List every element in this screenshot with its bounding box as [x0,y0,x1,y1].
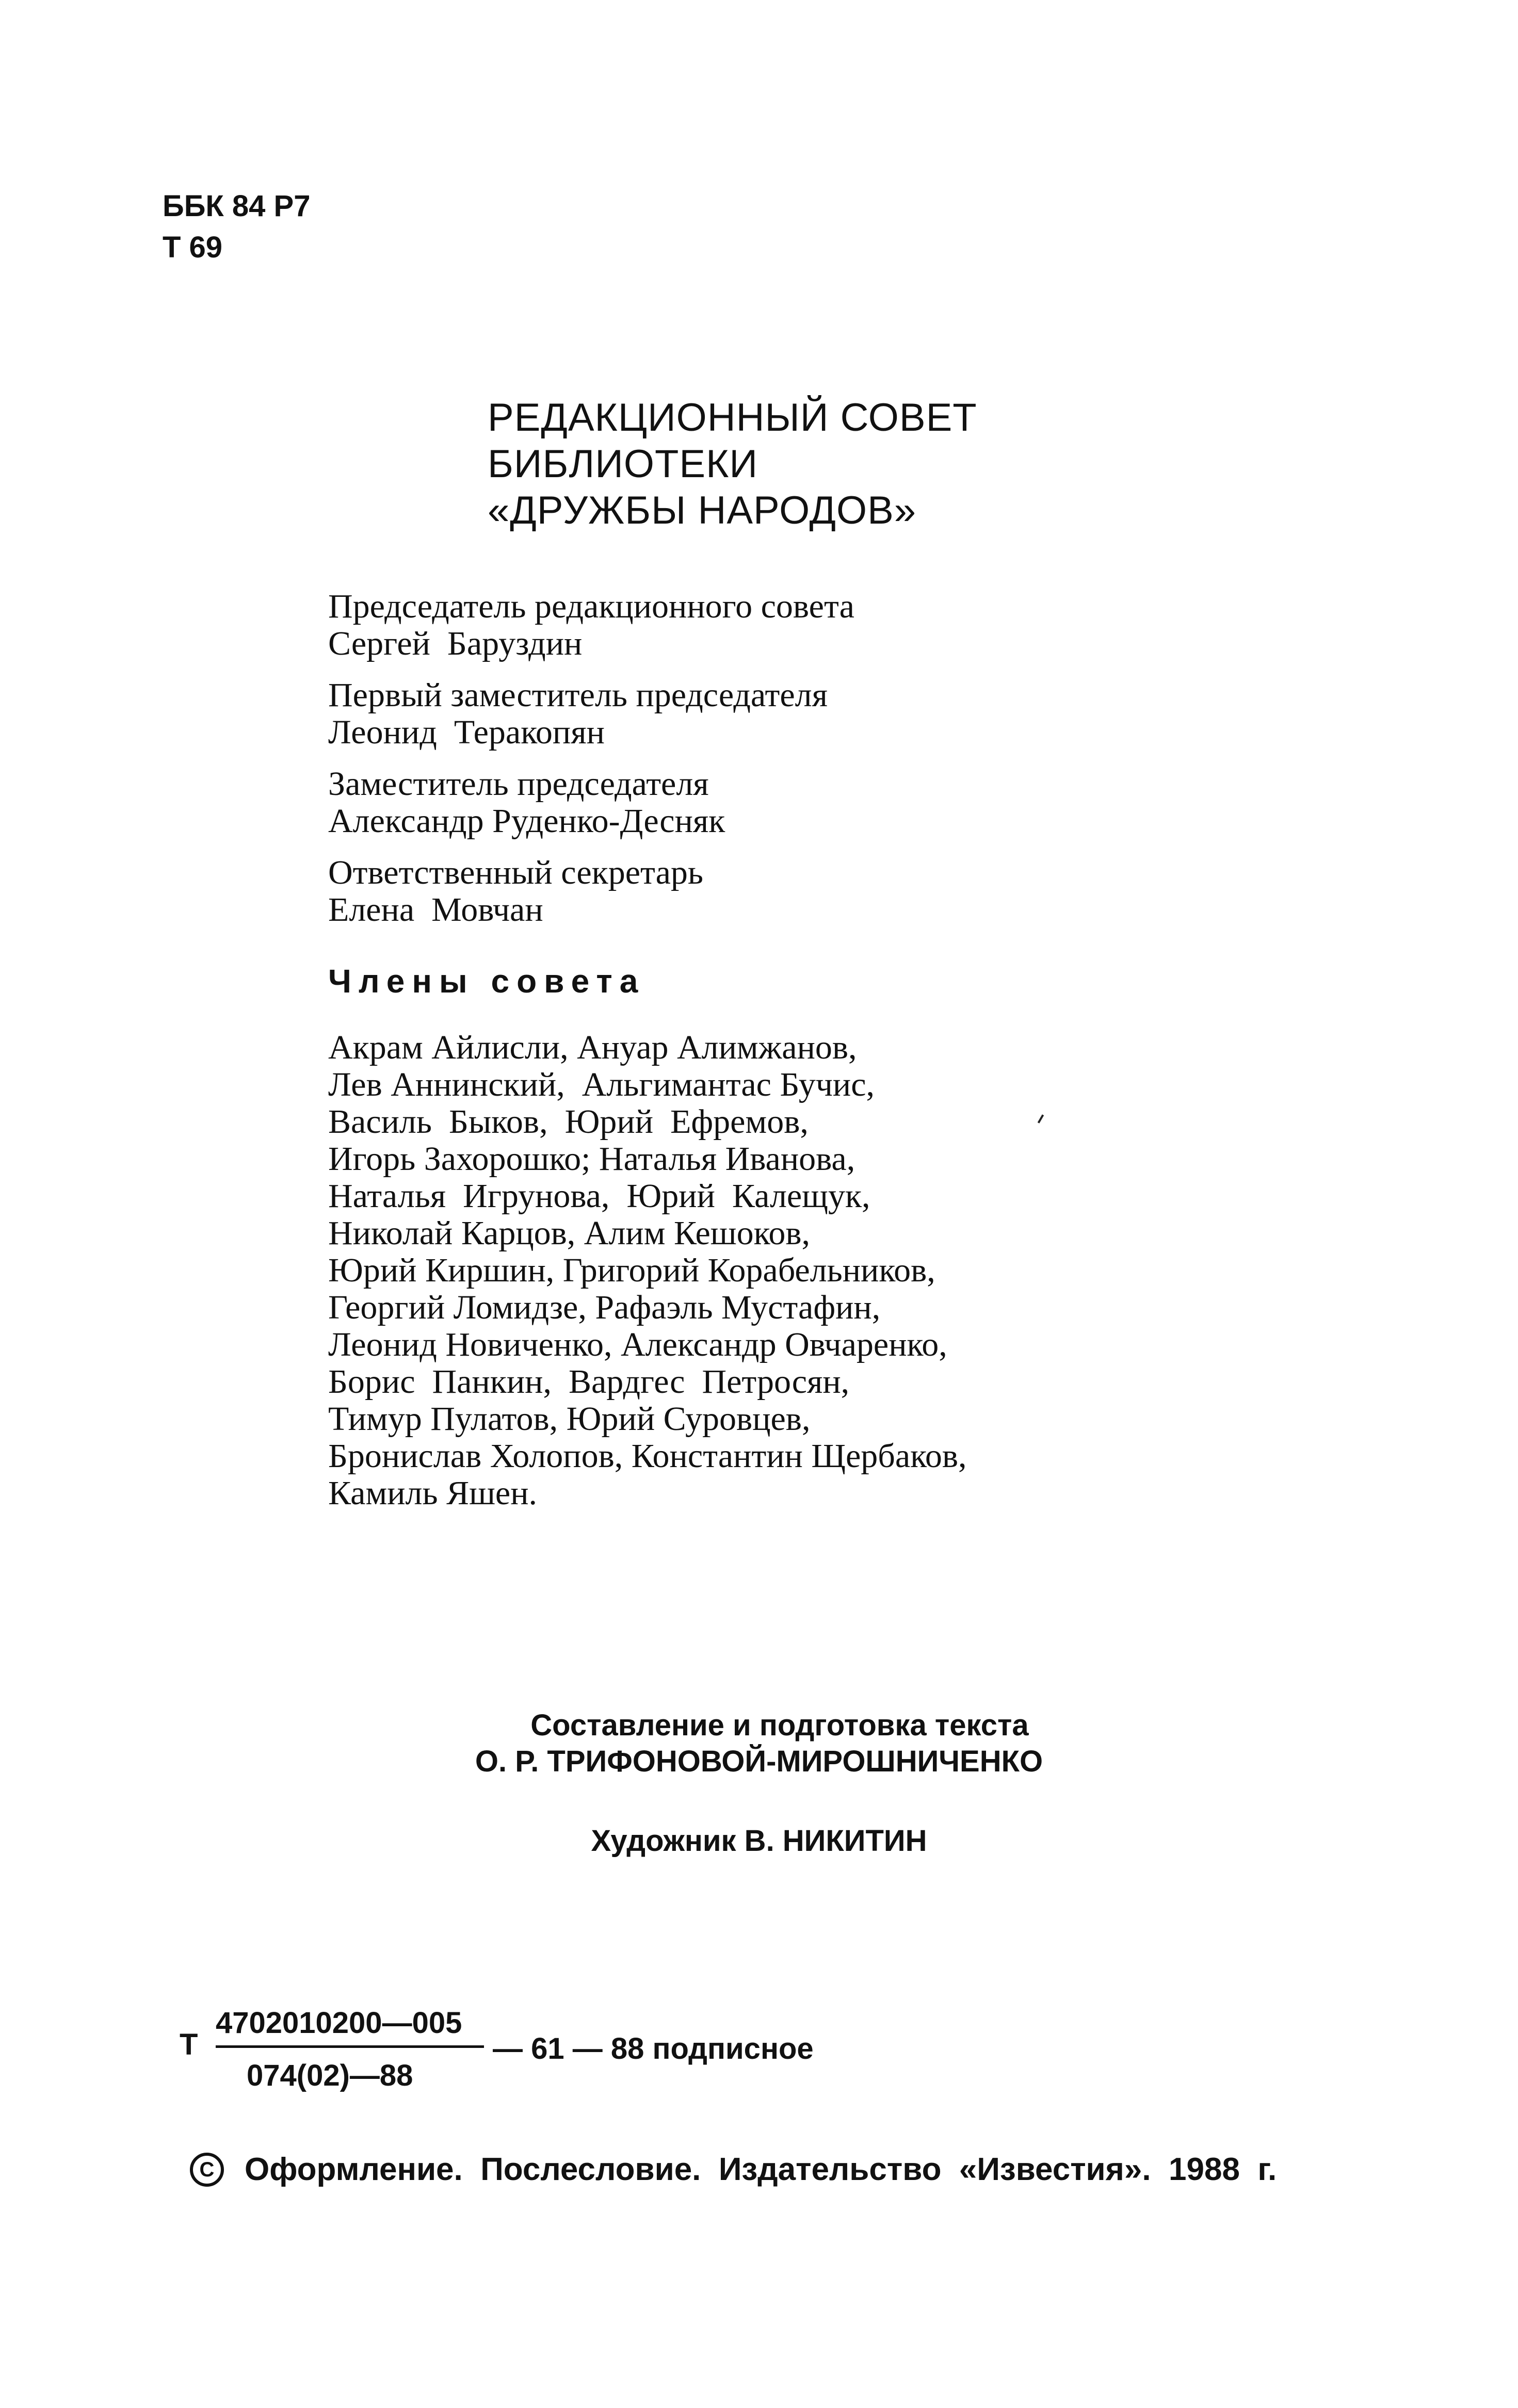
member-line: Леонид Новиченко, Александр Овчаренко, [328,1326,947,1363]
member-line: Лев Аннинский, Альгимантас Бучис, [328,1066,875,1103]
position-role: Председатель редакционного совета [328,588,854,625]
member-line: Тимур Пулатов, Юрий Суровцев, [328,1400,811,1438]
position-role: Заместитель председателя [328,765,709,803]
member-line: Николай Карцов, Алим Кешоков, [328,1214,810,1252]
position-secretary [328,854,854,929]
council-title-line: БИБЛИОТЕКИ [488,442,758,486]
position-person: Александр Руденко-Десняк [328,802,725,840]
member-line: Акрам Айлисли, Ануар Алимжанов, [328,1029,857,1066]
council-title-line: «ДРУЖБЫ НАРОДОВ» [488,489,917,532]
council-positions [328,588,854,943]
author-mark: Т 69 [163,231,223,264]
member-line: Борис Панкин, Вардгес Петросян, [328,1363,850,1401]
member-line: Бронислав Холопов, Константин Щербаков, [328,1437,967,1475]
catalog-codes [163,186,310,268]
credits [0,1707,1518,1780]
artist-credit: Художник В. НИКИТИН [591,1824,927,1858]
position-person: Сергей Баруздин [328,625,583,662]
member-line: Юрий Киршин, Григорий Корабельников, [328,1251,935,1289]
index-letter: Т [180,2028,198,2061]
position-deputy [328,766,854,840]
member-line: Василь Быков, Юрий Ефремов, [328,1103,809,1141]
position-person: Елена Мовчан [328,891,543,929]
copyright-text: Оформление. Послесловие. Издательство «Известия». 1988 г. [245,2152,1277,2187]
bbk-code: ББК 84 Р7 [163,189,311,223]
copyright-icon: C [190,2153,224,2187]
position-role: Ответственный секретарь [328,854,704,891]
position-first-deputy [328,677,854,751]
council-title-line: РЕДАКЦИОННЫЙ СОВЕТ [488,396,977,440]
compiled-label: Составление и подготовка текста [530,1709,1029,1742]
council-title [488,395,977,534]
member-line: Георгий Ломидзе, Рафаэль Мустафин, [328,1289,881,1326]
member-line: Игорь Захорошко; Наталья Иванова, [328,1140,855,1178]
index-fraction-line [216,2045,484,2048]
index-numerator: 4702010200—005 [216,2006,462,2040]
members-heading: Члены совета [328,963,645,1000]
position-role: Первый заместитель председателя [328,676,828,714]
members-list [328,1029,1154,1512]
copyright-line [190,2151,1277,2188]
index-tail: — 61 — 88 подписное [493,2032,814,2065]
member-line: Камиль Яшен. [328,1474,538,1512]
compiler-name: О. Р. ТРИФОНОВОЙ-МИРОШНИЧЕНКО [475,1745,1043,1778]
position-person: Леонид Теракопян [328,713,605,751]
index-denominator: 074(02)—88 [247,2059,413,2092]
position-chairman [328,588,854,662]
member-line: Наталья Игрунова, Юрий Калещук, [328,1177,870,1215]
